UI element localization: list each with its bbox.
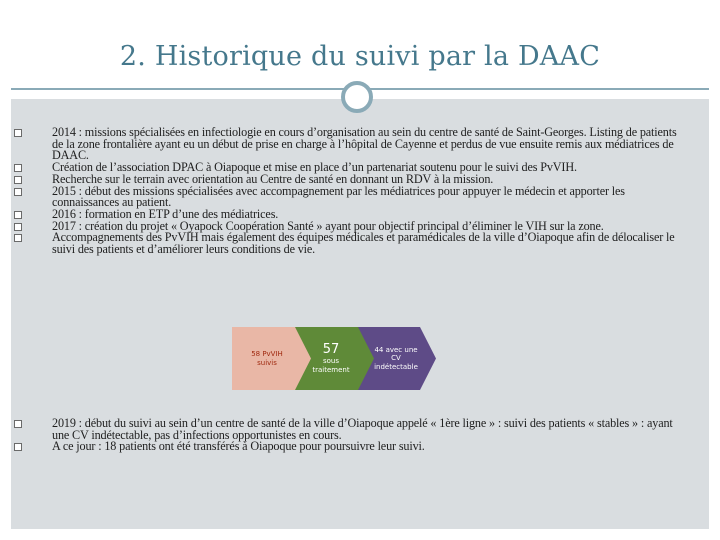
cascade-step-label xyxy=(301,327,361,390)
bullet-text: 2014 : missions spécialisées en infectiologie en cours d’organisation au sein du centre de santé de Saint-Georges. Listing de patients de la zone frontalière ayant eu un début de prise en charge à l’hôpital de Cayenne et perdus de vue ensuite remis aux médiatrices de DAAC. xyxy=(52,125,677,163)
bullet-text: 2015 : début des missions spécialisées avec accompagnement par les médiatrices pour appuyer le médecin et apporter les connaissances au patient. xyxy=(52,183,625,210)
list-item xyxy=(36,183,686,210)
bullet-text: Accompagnements des PvVIH mais également des équipes médicales et paramédicales de la ville d’Oiapoque afin de délocaliser le suivi des patients et d’améliorer leurs conditions de vie. xyxy=(52,230,675,257)
step-text: sous xyxy=(322,357,339,365)
list-item xyxy=(36,418,686,441)
step-text: 58 PvVIH xyxy=(251,350,283,358)
list-item xyxy=(36,441,686,453)
step-text: 57 xyxy=(322,342,340,357)
step-text: 44 avec une xyxy=(374,345,418,354)
checkbox-bullet-icon xyxy=(14,223,22,231)
bullet-text: Recherche sur le terrain avec orientation au Centre de santé en donnant un RDV à la mission. xyxy=(52,171,494,186)
checkbox-bullet-icon xyxy=(14,176,22,184)
bullet-text: 2017 : création du projet « Oyapock Coopération Santé » ayant pour objectif principal d’éliminer le VIH sur la zone. xyxy=(52,218,604,233)
checkbox-bullet-icon xyxy=(14,129,22,137)
step-text: indétectable xyxy=(374,362,418,371)
checkbox-bullet-icon xyxy=(14,211,22,219)
step-text: suivis xyxy=(257,358,277,367)
bullet-text: 2016 : formation en ETP d’une des médiatrices. xyxy=(52,206,279,221)
checkbox-bullet-icon xyxy=(14,188,22,196)
cascade-step-label xyxy=(236,327,298,390)
divider-circle-ornament xyxy=(341,81,373,113)
step-text: CV xyxy=(391,354,401,363)
bullet-list-bottom xyxy=(36,418,686,453)
care-cascade-diagram xyxy=(232,327,436,390)
bullet-text: 2019 : début du suivi au sein d’un centre de santé de la ville d’Oiapoque appelé « 1ère ligne » : suivi des patients « stables » : ayant une CV indétectable, pas d’infections opportunistes en cours. xyxy=(52,416,673,442)
checkbox-bullet-icon xyxy=(14,443,22,451)
step-text: traitement xyxy=(312,365,350,374)
slide-title: 2. Historique du suivi par la DAAC xyxy=(119,41,601,72)
cascade-step-label xyxy=(364,327,428,390)
bullet-text: Création de l’association DPAC à Oiapoque et mise en place d’un partenariat soutenu pour le suivi des PvVIH. xyxy=(52,159,577,174)
list-item xyxy=(36,232,686,255)
checkbox-bullet-icon xyxy=(14,164,22,172)
bullet-text: A ce jour : 18 patients ont été transférés à Oiapoque pour poursuivre leur suivi. xyxy=(52,439,425,454)
list-item xyxy=(36,127,686,162)
checkbox-bullet-icon xyxy=(14,234,22,242)
bullet-list-top xyxy=(36,127,686,256)
checkbox-bullet-icon xyxy=(14,420,22,428)
cascade-step-undetectable xyxy=(358,327,436,390)
